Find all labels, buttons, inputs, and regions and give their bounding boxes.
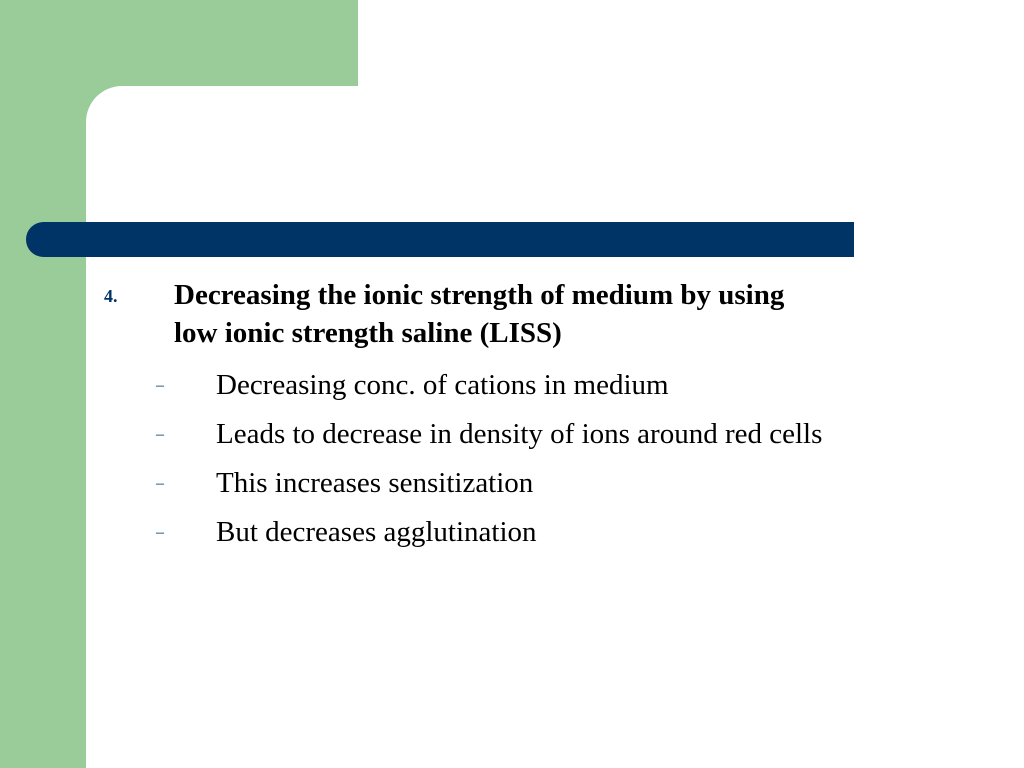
sub-bullet-item xyxy=(104,361,964,410)
title-divider-bar xyxy=(26,222,854,257)
numbered-item xyxy=(104,276,964,352)
green-left-band xyxy=(0,0,86,768)
item-number: 4. xyxy=(104,286,118,306)
dash-bullet-icon: – xyxy=(156,475,164,492)
sub-bullet-list xyxy=(104,361,964,557)
item-text-line-1: Decreasing the ionic strength of medium by using xyxy=(174,279,785,311)
sub-bullet-text: But decreases agglutination xyxy=(216,516,537,548)
sub-bullet-text: Leads to decrease in density of ions around red cells xyxy=(216,418,823,450)
sub-bullet-item xyxy=(104,508,964,557)
sub-bullet-item xyxy=(104,459,964,508)
dash-bullet-icon: – xyxy=(156,524,164,541)
sub-bullet-item xyxy=(104,410,964,459)
item-text-line-2: low ionic strength saline (LISS) xyxy=(174,317,562,349)
dash-bullet-icon: – xyxy=(156,426,164,443)
dash-bullet-icon: – xyxy=(156,377,164,394)
sub-bullet-text: Decreasing conc. of cations in medium xyxy=(216,369,669,401)
slide-content xyxy=(104,276,964,557)
sub-bullet-text: This increases sensitization xyxy=(216,467,534,499)
